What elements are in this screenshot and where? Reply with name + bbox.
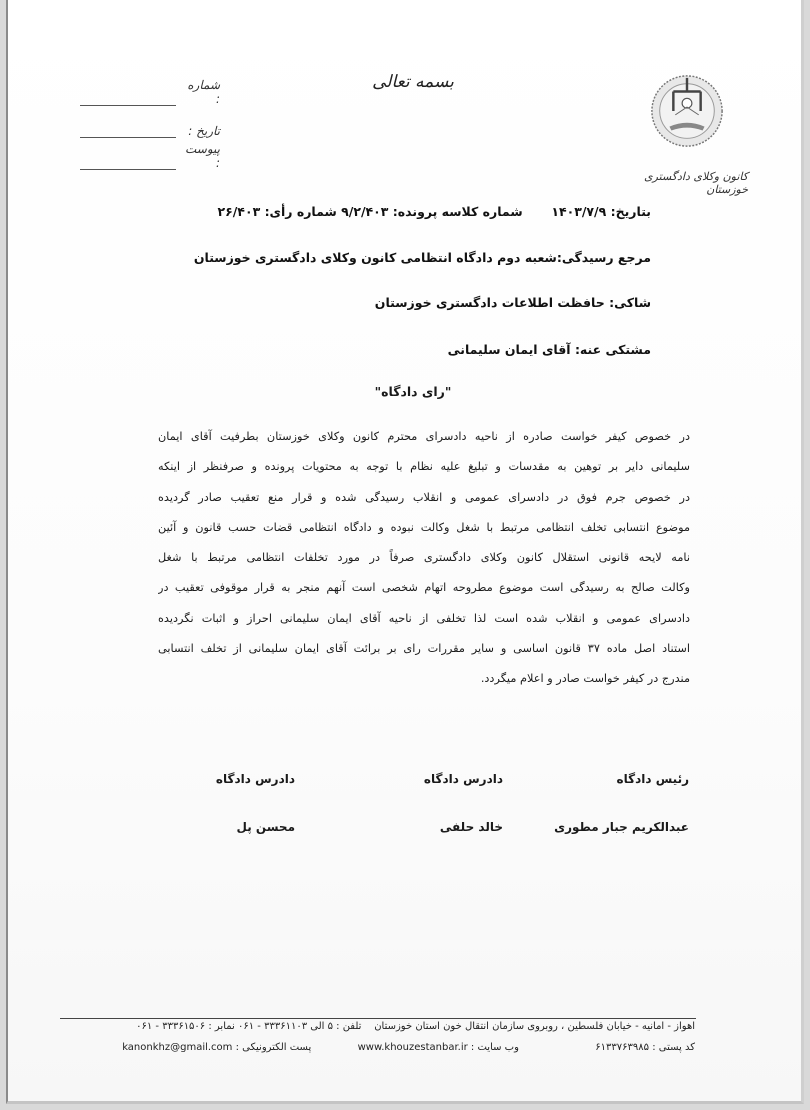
verdict-number-value: ۲۶/۴۰۳ (217, 204, 261, 219)
body-line: دادسرای عمومی و انقلاب شده است لذا تخلفی از ناحیه آقای ایمان سلیمانی احراز و اثبات نگردیده (158, 611, 690, 625)
organization-name: کانون وکلای دادگستری خوزستان (643, 170, 748, 196)
date-field (80, 120, 220, 138)
verdict-body (158, 422, 690, 695)
signature-name-judge-1: خالد حلفی (439, 820, 503, 834)
case-meta (217, 204, 651, 219)
date-label: تاریخ : (188, 124, 220, 138)
signature-title-presiding-judge: رئیس دادگاه (616, 772, 689, 786)
body-line: وکالت صالح به رسیدگی است موضوع مطروحه اتهام شخصی است آنهم منجر به قرار موقوفی تعقیب در (158, 581, 690, 595)
defendant-label: مشتکی عنه: (574, 342, 651, 357)
date-meta-value: ۱۴۰۳/۷/۹ (551, 204, 607, 219)
case-number-value: ۹/۲/۴۰۳ (341, 204, 389, 219)
plaintiff (375, 295, 651, 310)
body-line: موضوع انتسابی تخلف انتظامی مرتبط با شغل وکالت نبوده و دادگاه انتظامی قضات حسب قانون و آئین (158, 520, 690, 534)
date-line (80, 127, 176, 138)
body-line: در خصوص جرم فوق در دادسرای عمومی و انقلاب رسیدگی شده و قرار منع تعقیب صادر گردیده (158, 490, 690, 504)
number-label: شماره : (187, 78, 220, 106)
footer-email-label: پست الکترونیکی : (235, 1042, 312, 1053)
date-meta-label: بتاریخ: (610, 204, 651, 219)
footer-address: اهواز - امانیه - خیابان فلسطین ، روبروی سازمان انتقال خون استان خوزستان (374, 1021, 695, 1032)
footer-email-link[interactable]: kanonkhz@gmail.com (122, 1042, 233, 1053)
footer-web-line (122, 1042, 695, 1053)
document-page (6, 0, 804, 1104)
footer-fax: نمابر : ۳۳۳۶۱۵۰۶ - ۰۶۱ (136, 1021, 235, 1032)
body-line: سلیمانی دایر بر توهین به مقدسات و تبلیغ علیه نظام با توجه به محتویات پرونده و صرفنظر از اینکه (158, 460, 690, 474)
number-field (80, 78, 220, 106)
defendant (448, 342, 651, 357)
verdict-title: "رای دادگاه" (374, 384, 452, 399)
body-line: مندرج در کیفر خواست صادر و اعلام میگردد. (480, 672, 690, 686)
footer-website-label: وب سایت : (470, 1042, 519, 1053)
body-line: نامه لایحه قانونی استقلال کانون وکلای دادگستری صرفاً در مورد تخلفات انتظامی مرتبط با شغل (158, 551, 690, 565)
plaintiff-value: حافظت اطلاعات دادگستری خوزستان (374, 295, 605, 310)
attachment-field (80, 142, 220, 170)
body-line: در خصوص کیفر خواست صادره از ناحیه دادسرای محترم کانون وکلای خوزستان بطرفیت آقای ایمان (158, 430, 690, 443)
plaintiff-label: شاکی: (609, 295, 651, 310)
case-number-label: شماره کلاسه پرونده: (392, 204, 523, 219)
invocation: بسمه تعالی (372, 72, 454, 92)
bar-association-emblem-icon (648, 72, 726, 150)
footer-website-link[interactable]: www.khouzestanbar.ir (357, 1042, 468, 1053)
number-line (80, 95, 176, 106)
signature-title-judge-2: دادرس دادگاه (215, 772, 295, 786)
footer-contact-line (136, 1021, 695, 1032)
footer-postal-code: کد پستی : ۶۱۳۳۷۶۳۹۸۵ (595, 1042, 695, 1053)
attachment-line (80, 159, 176, 170)
authority-value: شعبه دوم دادگاه انتظامی کانون وکلای دادگستری خوزستان (193, 250, 557, 265)
footer-phone: تلفن : ۵ الی ۳۳۳۶۱۱۰۳ - ۰۶۱ (238, 1021, 362, 1032)
attachment-label: پیوست : (185, 142, 220, 170)
body-line: استناد اصل ماده ۳۷ قانون اساسی و سایر مقررات رای بر برائت آقای ایمان سلیمانی از تخلف انتسابی (158, 642, 690, 656)
defendant-value: آقای ایمان سلیمانی (447, 342, 571, 357)
authority-label: مرجع رسیدگی: (556, 250, 651, 265)
authority (194, 250, 651, 265)
signature-name-presiding-judge: عبدالکریم جبار مطوری (554, 820, 689, 834)
verdict-number-label: شماره رأی: (264, 204, 337, 219)
signature-name-judge-2: محسن پل (236, 820, 295, 834)
footer-divider (60, 1018, 696, 1019)
signature-title-judge-1: دادرس دادگاه (423, 772, 503, 786)
